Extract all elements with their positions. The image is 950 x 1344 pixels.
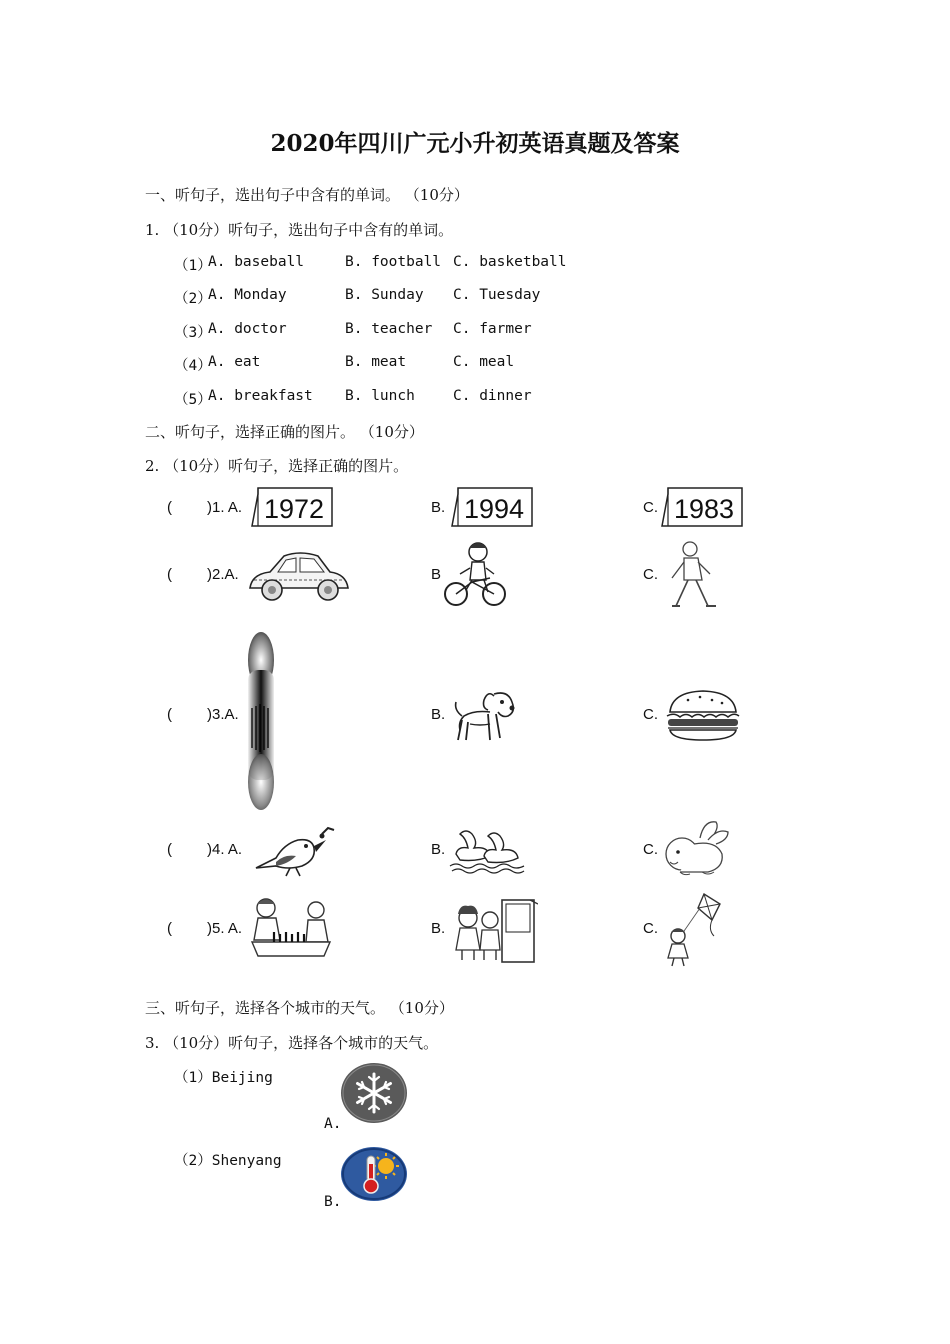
option-a: A. breakfast <box>208 388 313 404</box>
city-beijing: （1）Beijing <box>174 1070 273 1086</box>
question2-text: 2. （10分）听句子，选择正确的图片。 <box>145 457 409 475</box>
calendar-1983-image <box>660 486 744 530</box>
weather-option-a: A. <box>324 1116 342 1132</box>
playing-chess-image <box>248 896 334 960</box>
calendar-1972-image <box>250 486 334 530</box>
row-label-a: )5. A. <box>207 920 243 937</box>
option-c: C. dinner <box>453 388 532 404</box>
rabbit-image <box>660 818 732 878</box>
singing-bird-image <box>254 824 340 878</box>
question3-text: 3. （10分）听句子，选择各个城市的天气。 <box>145 1034 439 1052</box>
item-number: （4） <box>174 358 212 374</box>
row-label-c: C. <box>643 920 658 937</box>
thermometer-sun-icon <box>340 1146 408 1202</box>
distorted-object-image <box>244 630 278 812</box>
children-at-door-image <box>452 896 538 964</box>
item-number: （2） <box>174 291 212 307</box>
boy-riding-bike-image <box>442 540 508 608</box>
row-label-a: )1. A. <box>207 499 243 516</box>
hamburger-image <box>664 688 742 742</box>
row-label-b: B. <box>431 499 446 516</box>
weather-option-b: B. <box>324 1194 342 1210</box>
row-label-a: )4. A. <box>207 841 243 858</box>
row-label-a: )2.A. <box>207 566 239 583</box>
option-c: C. farmer <box>453 321 532 337</box>
city-shenyang: （2）Shenyang <box>174 1153 282 1169</box>
option-b: B. teacher <box>345 321 433 337</box>
item-number: （1） <box>174 258 212 274</box>
row-label-c: C. <box>643 566 658 583</box>
option-b: B. meat <box>345 354 407 370</box>
option-a: A. eat <box>208 354 261 370</box>
row-label-a: )3.A. <box>207 706 239 723</box>
year-1983: 1983 <box>673 494 735 524</box>
option-c: C. Tuesday <box>453 287 541 303</box>
page-title: 2020年四川广元小升初英语真题及答案 <box>270 130 680 157</box>
answer-paren: ( <box>167 706 172 723</box>
option-b: B. Sunday <box>345 287 424 303</box>
option-b: B. lunch <box>345 388 415 404</box>
section3-heading: 三、听句子，选择各个城市的天气。 （10分） <box>145 999 454 1017</box>
snowflake-icon <box>340 1062 408 1124</box>
dog-image <box>450 686 518 744</box>
ducks-on-water-image <box>448 824 528 874</box>
option-a: A. doctor <box>208 321 287 337</box>
item-number: （5） <box>174 392 212 408</box>
row-label-b: B <box>431 566 442 583</box>
row-label-c: C. <box>643 841 658 858</box>
option-a: A. baseball <box>208 254 305 270</box>
section2-heading: 二、听句子，选择正确的图片。 （10分） <box>145 423 424 441</box>
year-1994: 1994 <box>463 494 525 524</box>
option-c: C. meal <box>453 354 515 370</box>
year-1972: 1972 <box>263 494 325 524</box>
calendar-1994-image <box>450 486 534 530</box>
person-walking-image <box>662 540 724 610</box>
row-label-b: B. <box>431 706 446 723</box>
answer-paren: ( <box>167 841 172 858</box>
option-b: B. football <box>345 254 442 270</box>
row-label-b: B. <box>431 841 446 858</box>
answer-paren: ( <box>167 566 172 583</box>
row-label-b: B. <box>431 920 446 937</box>
option-c: C. basketball <box>453 254 567 270</box>
girl-with-kite-image <box>662 890 722 968</box>
car-image <box>244 548 352 604</box>
section1-heading: 一、听句子，选出句子中含有的单词。 （10分） <box>145 186 469 204</box>
item-number: （3） <box>174 325 212 341</box>
question1-text: 1. （10分）听句子，选出句子中含有的单词。 <box>145 221 454 239</box>
option-a: A. Monday <box>208 287 287 303</box>
answer-paren: ( <box>167 920 172 937</box>
row-label-c: C. <box>643 499 658 516</box>
answer-paren: ( <box>167 499 172 516</box>
row-label-c: C. <box>643 706 658 723</box>
